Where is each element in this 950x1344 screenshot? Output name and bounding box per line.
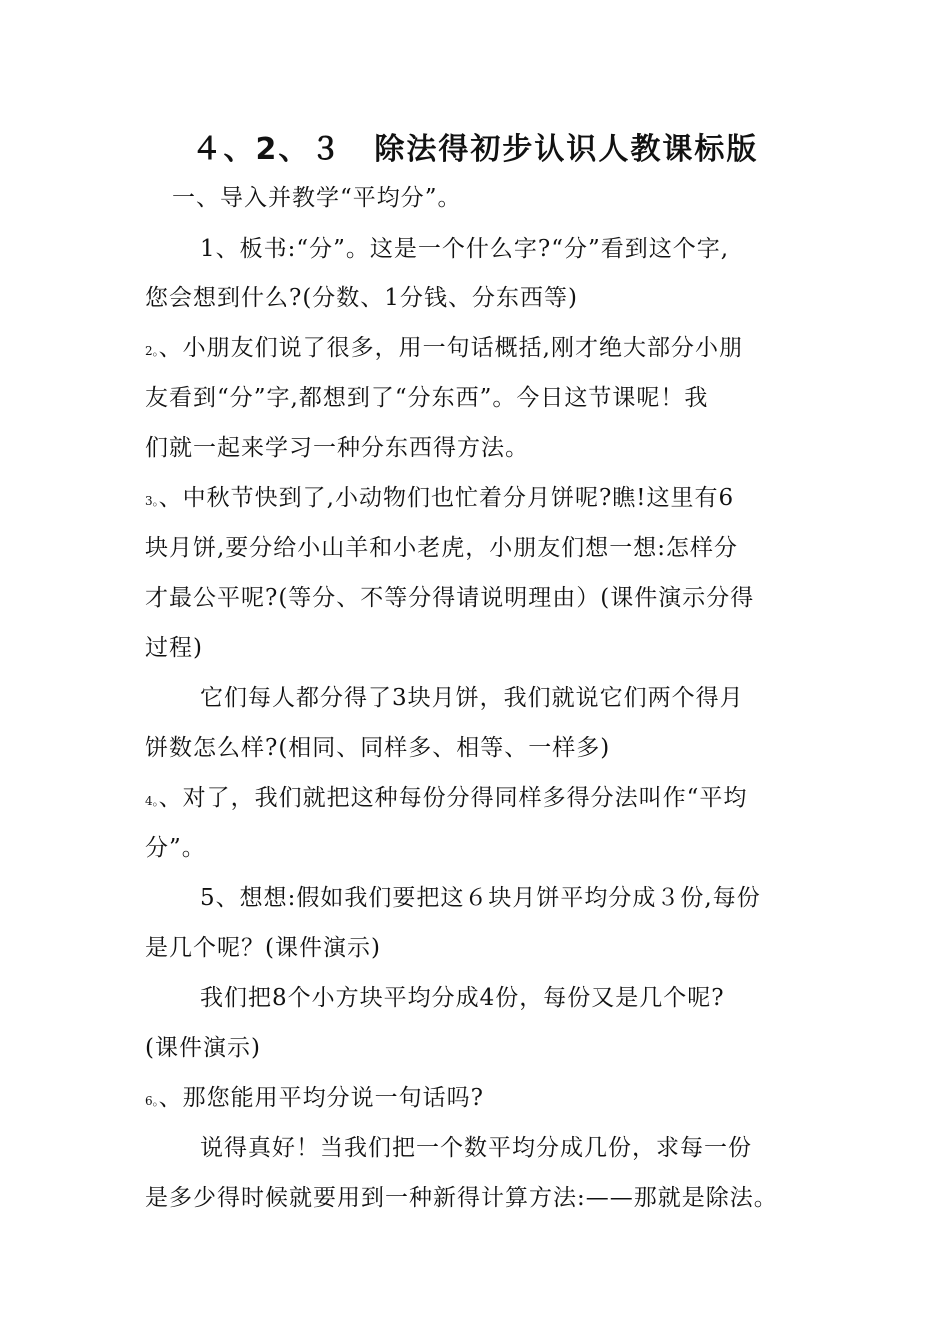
line-text: 、中秋节快到了,小动物们也忙着分月饼呢?瞧!这里有6: [158, 485, 735, 511]
line-text: 、小朋友们说了很多，用一句话概括,刚才绝大部分小朋: [158, 335, 743, 361]
paragraph-line: 1、板书:“分”。这是一个什么字?“分”看到这个字,: [200, 236, 730, 262]
paragraph-line: 分”。: [145, 835, 206, 861]
paragraph-line: 友看到“分”字,都想到了“分东西”。今日这节课呢！我: [145, 385, 709, 411]
paragraph-line: 我们把8个小方块平均分成4份，每份又是几个呢?: [200, 985, 725, 1011]
paragraph-line: 块月饼,要分给小山羊和小老虎，小朋友们想一想:怎样分: [145, 535, 739, 561]
paragraph-line: 饼数怎么样?(相同、同样多、相等、一样多): [145, 735, 611, 761]
paragraph-line: [145, 1080, 484, 1119]
item-number: 2。: [145, 344, 159, 358]
paragraph-line: 您会想到什么?(分数、1分钱、分东西等): [145, 285, 578, 311]
paragraph-line: 过程): [145, 635, 203, 661]
paragraph-line: 它们每人都分得了3块月饼，我们就说它们两个得月: [200, 685, 744, 711]
item-number: 4。: [145, 794, 159, 808]
item-number: 6。: [145, 1094, 159, 1108]
paragraph-line: (课件演示): [145, 1035, 261, 1061]
paragraph-line: 们就一起来学习一种分东西得方法。: [145, 435, 529, 461]
paragraph-line: 才最公平呢?(等分、不等分得请说明理由）(课件演示分得: [145, 585, 755, 611]
paragraph-line: 是几个呢？(课件演示): [145, 935, 381, 961]
section-heading: 一、导入并教学“平均分”。: [172, 185, 462, 211]
line-text: 、对了，我们就把这种每份分得同样多得分法叫作“平均: [158, 785, 748, 811]
item-number: 3。: [145, 494, 159, 508]
paragraph-line: 5、想想:假如我们要把这６块月饼平均分成３份,每份: [200, 885, 761, 911]
paragraph-line: [145, 780, 747, 819]
paragraph-line: 是多少得时候就要用到一种新得计算方法:——那就是除法。: [145, 1185, 778, 1211]
paragraph-line: [145, 330, 743, 369]
paragraph-line: 说得真好！当我们把一个数平均分成几份，求每一份: [200, 1135, 752, 1161]
document-title: ４、2、３ 除法得初步认识人教课标版: [191, 132, 759, 167]
line-text: 、那您能用平均分说一句话吗?: [158, 1085, 484, 1111]
paragraph-line: [145, 480, 734, 519]
